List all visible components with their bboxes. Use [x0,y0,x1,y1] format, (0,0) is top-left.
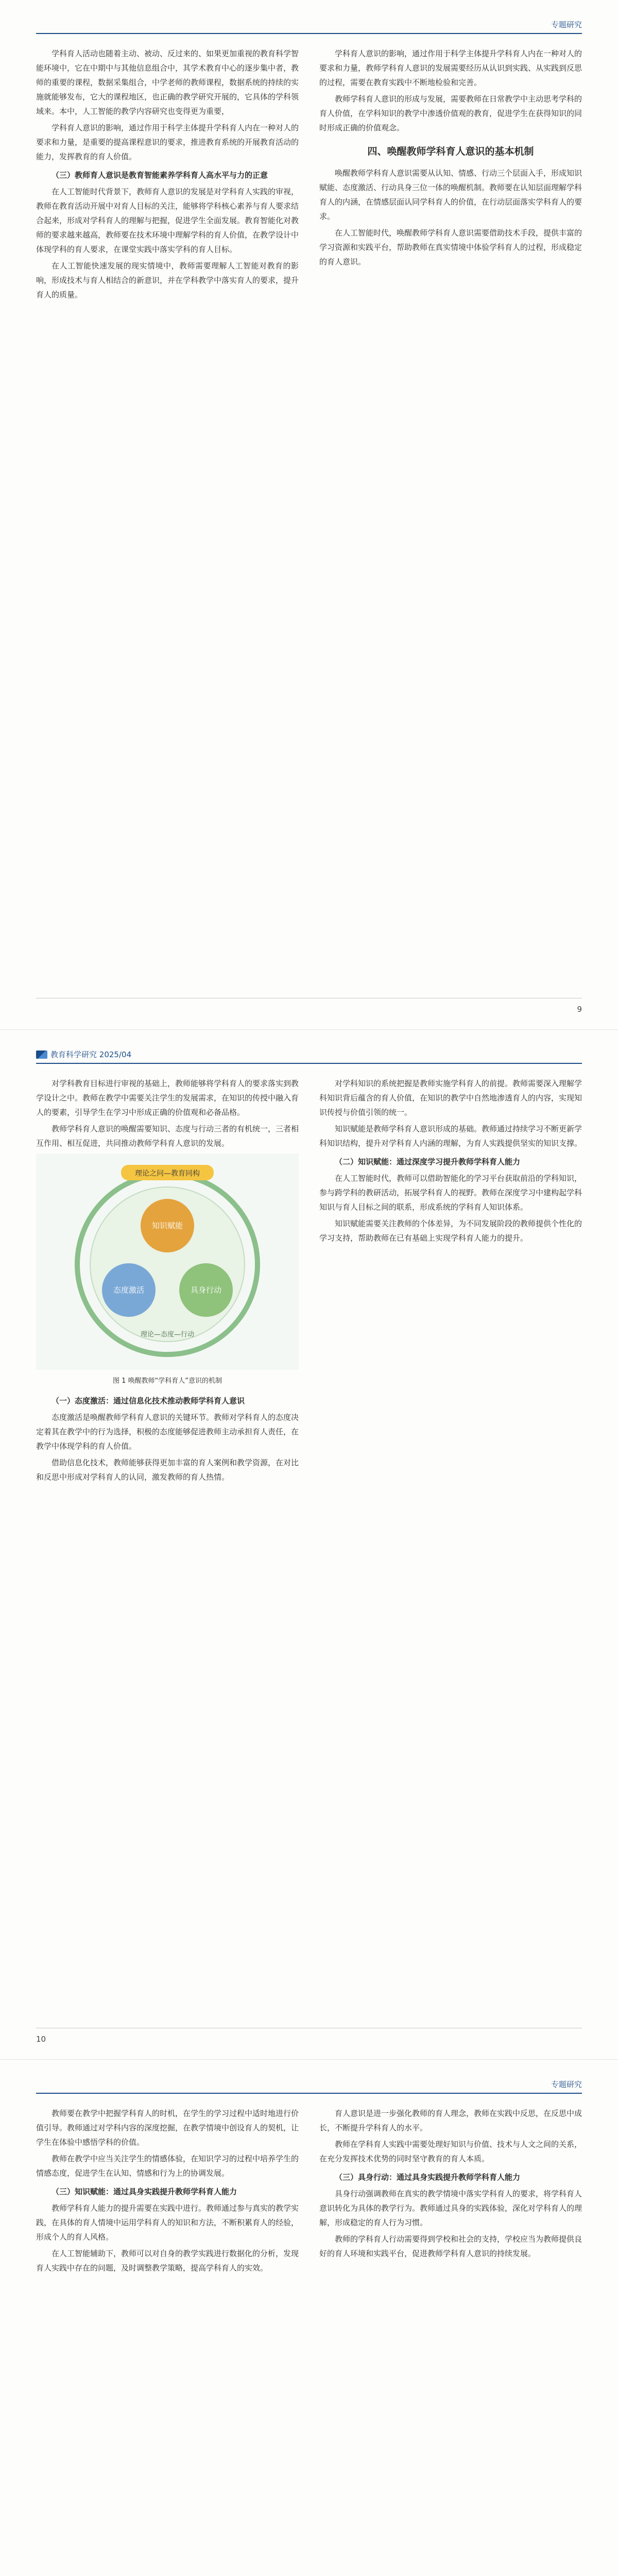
paragraph: 唤醒教师学科育人意识需要从认知、情感、行动三个层面入手，形成知识赋能、态度激活、行动具身三位一体的唤醒机制。教师要在认知层面理解学科育人的内涵，在情感层面认同学科育人的价值，在行动层面落实学科育人的要求。 [319,168,582,221]
subsection-heading: （二）知识赋能：通过深度学习提升教师学科育人能力 [335,1157,521,1166]
figure-1 [36,1154,299,1388]
paragraph: 在人工智能时代，教师可以借助智能化的学习平台获取前沿的学科知识，参与跨学科的教研活动，拓展学科育人的视野。教师在深度学习中建构起学科知识与育人目标之间的联系，形成系统的学科育人知识体系。 [319,1174,582,1212]
journal-logo-icon [36,1050,47,1059]
paragraph: 教师学科育人意识的形成与发展，需要教师在日常教学中主动思考学科的育人价值，在学科知识的教学中渗透价值观的教育，促进学生在获得知识的同时形成正确的价值观念。 [319,94,582,132]
subsection-heading: （一）态度激活：通过信息化技术推动教师学科育人意识 [52,1396,245,1405]
diagram-title: 理论之问—教育同构 [135,1170,200,1178]
paragraph: 教师的学科育人行动需要得到学校和社会的支持，学校应当为教师提供良好的育人环境和实践平台，促进教师学科育人意识的持续发展。 [319,2234,582,2258]
journal-name: 教育科学研究 [50,1050,97,1059]
paragraph: 在人工智能快速发展的现实情境中，教师需要理解人工智能对教育的影响，形成技术与育人相结合的新意识，并在学科教学中落实育人的要求，提升育人的质量。 [36,261,299,299]
section-heading: 四、唤醒教师学科育人意识的基本机制 [367,146,534,157]
running-header [36,1044,582,1064]
paragraph: 对学科教育目标进行审视的基础上，教师能够将学科育人的要求落实到教学设计之中。教师在教学中需要关注学生的发展需求，在知识的传授中融入育人的要素，引导学生在学习中形成正确的价值观和必备品格。 [36,1079,299,1117]
paragraph: 教师在教学中应当关注学生的情感体验，在知识学习的过程中培养学生的情感态度，促进学生在认知、情感和行为上的协调发展。 [36,2154,299,2178]
paragraph: 借助信息化技术，教师能够获得更加丰富的育人案例和教学资源，在对比和反思中形成对学科育人的认同，激发教师的育人热情。 [36,1458,299,1482]
mechanism-svg [36,1154,299,1370]
node-knowledge-label: 知识赋能 [151,1221,183,1230]
journal-issue: 2025/04 [99,1050,132,1059]
paragraph: 在人工智能时代背景下，教师育人意识的发展是对学科育人实践的审视，教师在教育活动开展中对育人目标的关注，能够将学科核心素养与育人要求结合起来，形成对学科育人的理解与把握，促进学生全面发展。教育智能化对教师的要求越来越高，教师要在技术环境中理解学科的育人价值，在教学设计中体现学科的育人要求，在课堂实践中落实学科的育人目标。 [36,187,299,254]
mechanism-diagram [36,1154,299,1370]
column-right [319,1076,582,2013]
node-attitude-label: 态度激活 [113,1285,145,1295]
paragraph: 教师学科育人意识的唤醒需要知识、态度与行动三者的有机统一，三者相互作用、相互促进，共同推动教师学科育人意识的发展。 [36,1124,299,1148]
page-number: 9 [577,1005,582,1014]
section-label: 专题研究 [551,2080,582,2089]
paragraph: 学科育人活动也随着主动、被动、反过来的、如果更加重视的教育科学智能环境中，它在中期中与其他信息组合中，其学术教育中心的逐步集中者，教师的重要的课程，数据采集组合，中学老师的教师课程，数据系统的持续的实施就能够发布，它大的课程地区，也正确的教学研究开展的，它具体的学科领域来。本中，人工智能的教学内容研究也变得更为重要， [36,49,299,116]
paragraph: 教师在学科育人实践中需要处理好知识与价值、技术与人文之间的关系，在充分发挥技术优势的同时坚守教育的育人本质。 [319,2140,582,2163]
paragraph: 教师要在教学中把握学科育人的时机，在学生的学习过程中适时地进行价值引导。教师通过对学科内容的深度挖掘，在教学情境中创设育人的契机，让学生在体验中感悟学科的价值。 [36,2109,299,2147]
running-header [36,2074,582,2094]
paragraph: 具身行动强调教师在真实的教学情境中落实学科育人的要求，将学科育人意识转化为具体的教学行为。教师通过具身的实践体验，深化对学科育人的理解，形成稳定的育人行为习惯。 [319,2189,582,2227]
page-1-columns [36,46,582,983]
column-left [36,2106,299,2576]
paragraph: 在人工智能辅助下，教师可以对自身的教学实践进行数据化的分析，发现育人实践中存在的问题，及时调整教学策略，提高学科育人的实效。 [36,2249,299,2273]
page-3-columns [36,2106,582,2576]
page-3 [0,2060,618,2576]
page-number: 10 [36,2035,46,2044]
paragraph: 知识赋能需要关注教师的个体差异，为不同发展阶段的教师提供个性化的学习支持，帮助教师在已有基础上实现学科育人能力的提升。 [319,1219,582,1243]
page-1 [0,0,618,1030]
running-header [36,14,582,34]
node-action-label: 具身行动 [190,1285,222,1295]
paragraph: 对学科知识的系统把握是教师实施学科育人的前提。教师需要深入理解学科知识背后蕴含的育人价值，在知识的教学中自然地渗透育人的内容，实现知识传授与价值引领的统一。 [319,1079,582,1117]
paragraph: 学科育人意识的影响，通过作用于科学主体提升学科育人内在一种对人的要求和力量，教师学科育人意识的发展需要经历从认识到实践、从实践到反思的过程，需要在教育实践中不断地检验和完善。 [319,49,582,87]
paragraph: 育人意识是进一步强化教师的育人理念，教师在实践中反思，在反思中成长，不断提升学科育人的水平。 [319,2109,582,2132]
subsection-heading: （三）具身行动：通过具身实践提升教师学科育人能力 [335,2173,521,2182]
subsection-heading: （三）教师育人意识是教育智能素养学科育人高水平与力的正意 [52,171,268,180]
paragraph: 态度激活是唤醒教师学科育人意识的关键环节。教师对学科育人的态度决定着其在教学中的行为选择，积极的态度能够促进教师主动承担育人责任，在教学中体现学科的育人价值。 [36,1413,299,1451]
column-right [319,2106,582,2576]
column-left [36,46,299,983]
subsection-heading: （三）知识赋能：通过具身实践提升教师学科育人能力 [52,2187,237,2196]
page-2-columns [36,1076,582,2013]
paragraph: 知识赋能是教师学科育人意识形成的基础。教师通过持续学习不断更新学科知识结构，提升对学科育人内涵的理解，为育人实践提供坚实的知识支撑。 [319,1124,582,1148]
column-left [36,1076,299,2013]
section-label: 专题研究 [551,20,582,29]
paragraph: 学科育人意识的影响，通过作用于科学主体提升学科育人内在一种对人的要求和力量，是重要的提高课程意识的要求，推进教育系统的开展教育活动的能力，发挥教育的育人价值。 [36,123,299,161]
page-2 [0,1030,618,2060]
column-right [319,46,582,983]
paragraph: 在人工智能时代，唤醒教师学科育人意识需要借助技术手段，提供丰富的学习资源和实践平台，帮助教师在真实情境中体验学科育人的过程，形成稳定的育人意识。 [319,228,582,266]
paragraph: 教师学科育人能力的提升需要在实践中进行。教师通过参与真实的教学实践，在具体的育人情境中运用学科育人的知识和方法，不断积累育人的经验，形成个人的育人风格。 [36,2204,299,2242]
journal-label [36,1049,131,1060]
ring-label: 理论—态度—行动 [140,1331,195,1338]
figure-caption: 图 1 唤醒教师“学科育人”意识的机制 [112,1377,222,1385]
